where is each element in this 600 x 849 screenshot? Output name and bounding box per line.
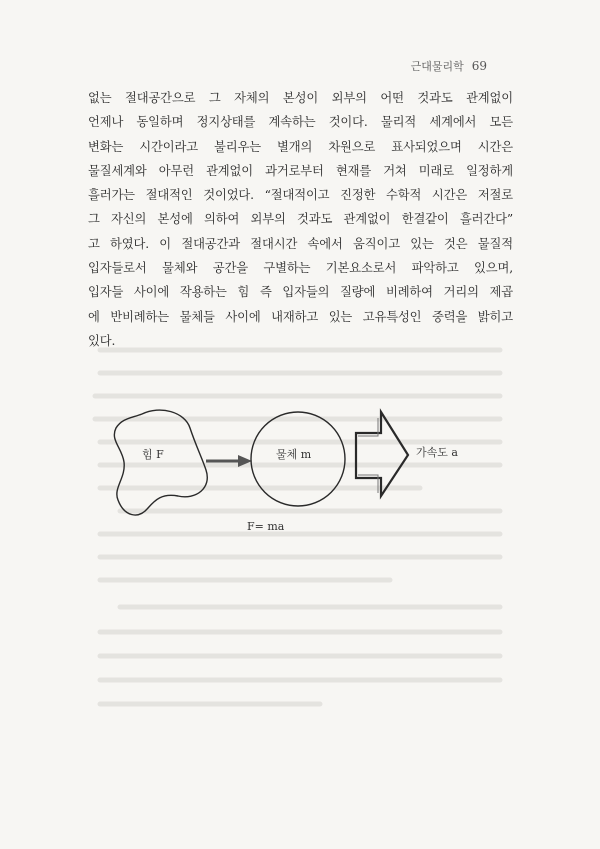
- page-number: 69: [471, 59, 487, 73]
- text-line: 변화는 시간이라고 불리우는 별개의 차원으로 표사되었으며 시간은: [88, 139, 513, 154]
- acceleration-arrow: [356, 412, 408, 496]
- text-line: 흘러가는 절대적인 것이었다. “절대적이고 진정한 수학적 시간은 저절로: [88, 188, 513, 203]
- text-line: 있다.: [88, 333, 116, 348]
- text-line: 에 반비례하는 물체들 사이에 내재하고 있는 고유특성인 중력을 밝히고: [88, 309, 513, 324]
- acceleration-label: 가속도 a: [416, 446, 458, 459]
- running-title: 근대물리학: [410, 60, 464, 73]
- body-label: 물체 m: [276, 448, 312, 461]
- text-line: 입자들 사이에 작용하는 힘 즉 입자들의 질량에 비례하여 거리의 제곱: [88, 285, 513, 300]
- equation-label: F= ma: [247, 520, 285, 533]
- text-line: 그 자신의 본성에 의하여 외부의 것과도 관계없이 한결같이 흘러간다”: [88, 212, 513, 227]
- text-line: 입자들로서 물체와 공간을 구별하는 기본요소로서 파악하고 있으며,: [88, 261, 513, 276]
- force-label: 힘 F: [142, 448, 164, 461]
- text-line: 물질세계와 아무런 관계없이 과거로부터 현재를 거쳐 미래로 일정하게: [88, 163, 513, 178]
- force-blob-shape: [114, 410, 207, 515]
- text-line: 없는 절대공간으로 그 자체의 본성이 외부의 어떤 것과도 관계없이: [88, 91, 513, 105]
- force-arrow-head: [238, 455, 252, 467]
- text-line: 고 하였다. 이 절대공간과 절대시간 속에서 움직이고 있는 것은 물질적: [88, 236, 513, 251]
- text-line: 언제나 동일하며 정지상태를 계속하는 것이다. 물리적 세계에서 모든: [88, 115, 513, 130]
